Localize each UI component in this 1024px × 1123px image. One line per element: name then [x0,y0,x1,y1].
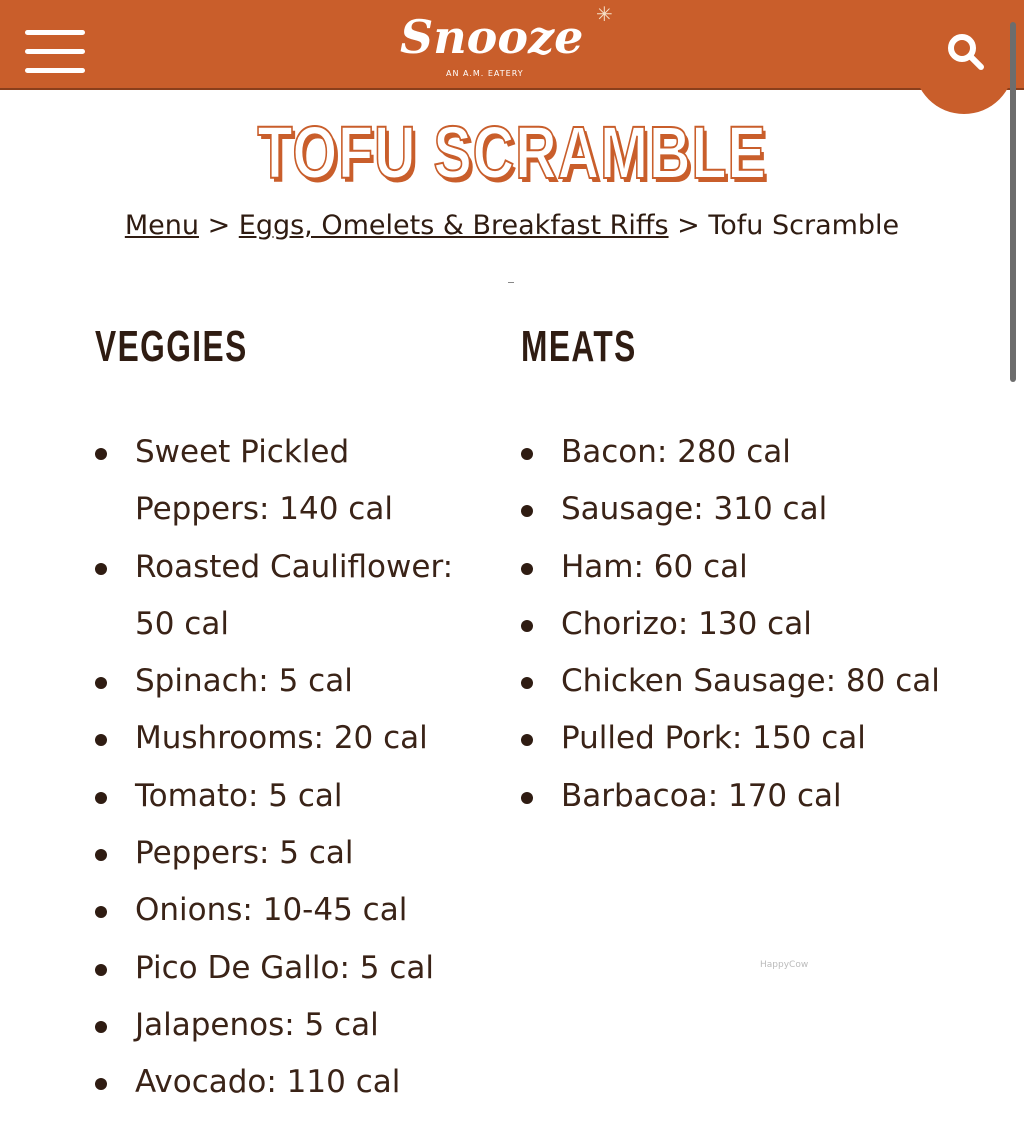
list-item: Peppers: 5 cal [95,825,505,882]
veggies-section [95,322,505,1112]
list-item: Onions: 10-45 cal [95,882,505,939]
veggies-heading: VEGGIES [95,322,248,371]
list-item: Tomato: 5 cal [95,768,505,825]
list-item: Pulled Pork: 150 cal [521,710,991,767]
sparkle-icon: ✳ [596,2,613,26]
search-icon[interactable] [946,32,986,76]
list-item: Sweet Pickled Peppers: 140 cal [95,424,455,539]
breadcrumb [0,210,1024,241]
list-item: Avocado: 110 cal [95,1054,505,1111]
list-item: Jalapenos: 5 cal [95,997,505,1054]
divider [508,282,514,283]
list-item: Spinach: 5 cal [95,653,505,710]
breadcrumb-separator: > [677,210,700,241]
list-item: Roasted Cauliflower: 50 cal [95,539,495,654]
list-item: Chorizo: 130 cal [521,596,991,653]
breadcrumb-menu[interactable]: Menu [124,210,199,241]
list-item: Chicken Sausage: 80 cal [521,653,991,710]
veggies-list [95,424,505,1112]
scrollbar[interactable] [1010,22,1016,382]
logo-tagline: AN A.M. EATERY [446,69,524,78]
list-item: Pico De Gallo: 5 cal [95,940,505,997]
page-title: TOFU SCRAMBLE [257,111,767,194]
list-item: Mushrooms: 20 cal [95,710,505,767]
meats-list [521,424,991,825]
site-header [0,0,1024,90]
snooze-logo[interactable] [400,4,630,88]
list-item: Sausage: 310 cal [521,481,991,538]
watermark: HappyCow [760,960,809,970]
list-item: Barbacoa: 170 cal [521,768,991,825]
breadcrumb-category[interactable]: Eggs, Omelets & Breakfast Riffs [238,210,669,241]
list-item: Ham: 60 cal [521,539,991,596]
list-item: Bacon: 280 cal [521,424,991,481]
logo-wordmark: Snooze [400,10,584,64]
breadcrumb-current: Tofu Scramble [708,210,900,241]
hamburger-menu-icon[interactable] [25,30,85,76]
meats-section [521,322,991,825]
meats-heading: MEATS [521,322,637,371]
breadcrumb-separator: > [207,210,231,241]
